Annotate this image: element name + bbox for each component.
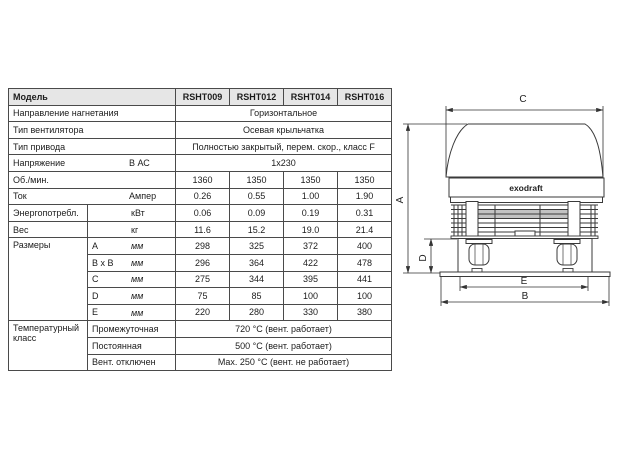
dim-d-value-2: 85 <box>230 288 284 305</box>
power-unit: кВт <box>131 207 145 218</box>
rpm-label: Об./мин. <box>9 171 176 188</box>
mount-tab-left <box>472 269 482 273</box>
weight-label: Вес <box>9 221 88 238</box>
brand-band <box>449 178 604 203</box>
fan-type-value: Осевая крыльчатка <box>176 122 392 139</box>
power-unit-cell <box>88 205 176 222</box>
row-drive-type <box>9 138 392 155</box>
dim-e-sub-cell <box>88 304 176 321</box>
brand-logo-text: exodraft <box>509 183 543 193</box>
dim-e-value-4: 380 <box>338 304 392 321</box>
power-value-4: 0.31 <box>338 205 392 222</box>
caster-left <box>466 240 492 266</box>
power-value-2: 0.09 <box>230 205 284 222</box>
current-value-4: 1.90 <box>338 188 392 205</box>
dim-bxb-value-2: 364 <box>230 254 284 271</box>
dim-d-value-3: 100 <box>284 288 338 305</box>
power-value-3: 0.19 <box>284 205 338 222</box>
fan-hood <box>446 124 603 177</box>
dim-label-d: D <box>418 254 429 262</box>
dim-d-value-4: 100 <box>338 288 392 305</box>
temp-continuous-sub: Постоянная <box>88 337 176 354</box>
dim-e-unit: мм <box>131 307 144 318</box>
dim-bxb-sub: B x B <box>92 257 114 268</box>
dim-a-value-2: 325 <box>230 238 284 255</box>
current-value-2: 0.55 <box>230 188 284 205</box>
row-fan-type <box>9 122 392 139</box>
row-rpm <box>9 171 392 188</box>
dim-d-unit: мм <box>131 290 144 301</box>
fan-technical-drawing <box>395 88 624 313</box>
dim-a-value-1: 298 <box>176 238 230 255</box>
temp-intermittent-value: 720 °C (вент. работает) <box>176 321 392 338</box>
dim-e-value-2: 280 <box>230 304 284 321</box>
dim-bxb-unit: мм <box>131 257 144 268</box>
direction-value: Горизонтальное <box>176 105 392 122</box>
voltage-value: 1x230 <box>176 155 392 172</box>
dim-c-value-4: 441 <box>338 271 392 288</box>
row-model <box>9 89 392 106</box>
current-value-3: 1.00 <box>284 188 338 205</box>
row-temp-intermittent <box>9 321 392 338</box>
model-rsht016: RSHT016 <box>338 89 392 106</box>
dim-d-sub-cell <box>88 288 176 305</box>
current-unit: Ампер <box>129 191 157 202</box>
row-power <box>9 205 392 222</box>
weight-unit: кг <box>131 224 139 235</box>
temp-off-value: Max. 250 °C (вент. не работает) <box>176 354 392 371</box>
row-direction <box>9 105 392 122</box>
fan-type-label: Тип вентилятора <box>9 122 176 139</box>
weight-value-1: 11.6 <box>176 221 230 238</box>
dim-bxb-sub-cell <box>88 254 176 271</box>
dim-e-sub: E <box>92 307 99 318</box>
mount-tab-right <box>563 269 573 273</box>
model-rsht009: RSHT009 <box>176 89 230 106</box>
dim-label-c: C <box>519 94 527 105</box>
row-voltage <box>9 155 392 172</box>
temp-continuous-value: 500 °C (вент. работает) <box>176 337 392 354</box>
weight-unit-cell <box>88 221 176 238</box>
weight-value-4: 21.4 <box>338 221 392 238</box>
dim-label-a: A <box>395 196 406 204</box>
voltage-label-text: Напряжение <box>13 158 66 169</box>
dim-bxb-value-4: 478 <box>338 254 392 271</box>
dim-label-e: E <box>520 276 528 287</box>
dim-c-sub-cell <box>88 271 176 288</box>
dim-e-value-1: 220 <box>176 304 230 321</box>
power-label: Энергопотребл. <box>9 205 88 222</box>
dim-a-sub: A <box>92 241 99 252</box>
dim-c-value-3: 395 <box>284 271 338 288</box>
direction-label: Направление нагнетания <box>9 105 176 122</box>
temp-class-label: Температурный класс <box>9 321 88 371</box>
dim-c-value-2: 344 <box>230 271 284 288</box>
dim-label-b: B <box>521 291 529 302</box>
dim-c-unit: мм <box>131 274 144 285</box>
temp-intermittent-sub: Промежуточная <box>88 321 176 338</box>
temp-off-sub: Вент. отключен <box>88 354 176 371</box>
dim-a-unit: мм <box>131 241 144 252</box>
rpm-value-2: 1350 <box>230 171 284 188</box>
dim-d-value-1: 75 <box>176 288 230 305</box>
dim-e-value-3: 330 <box>284 304 338 321</box>
voltage-label <box>9 155 176 172</box>
weight-value-3: 19.0 <box>284 221 338 238</box>
dim-a-value-3: 372 <box>284 238 338 255</box>
current-label-text: Ток <box>13 191 27 202</box>
dimensions-label: Размеры <box>9 238 88 321</box>
dim-a-sub-cell <box>88 238 176 255</box>
dim-bxb-value-1: 296 <box>176 254 230 271</box>
row-current <box>9 188 392 205</box>
model-label: Модель <box>9 89 176 106</box>
current-label <box>9 188 176 205</box>
drive-type-value: Полностью закрытый, перем. скор., класс F <box>176 138 392 155</box>
weight-value-2: 15.2 <box>230 221 284 238</box>
rpm-value-1: 1360 <box>176 171 230 188</box>
spec-table <box>8 88 392 371</box>
power-value-1: 0.06 <box>176 205 230 222</box>
current-value-1: 0.26 <box>176 188 230 205</box>
drive-type-label: Тип привода <box>9 138 176 155</box>
rpm-value-3: 1350 <box>284 171 338 188</box>
row-weight <box>9 221 392 238</box>
rpm-value-4: 1350 <box>338 171 392 188</box>
dim-c-sub: C <box>92 274 99 285</box>
dim-d-sub: D <box>92 290 99 301</box>
dim-a-value-4: 400 <box>338 238 392 255</box>
dim-bxb-value-3: 422 <box>284 254 338 271</box>
dim-c-value-1: 275 <box>176 271 230 288</box>
model-rsht012: RSHT012 <box>230 89 284 106</box>
voltage-unit: В АС <box>129 158 150 169</box>
model-rsht014: RSHT014 <box>284 89 338 106</box>
caster-right <box>554 240 580 266</box>
row-dim-a <box>9 238 392 255</box>
